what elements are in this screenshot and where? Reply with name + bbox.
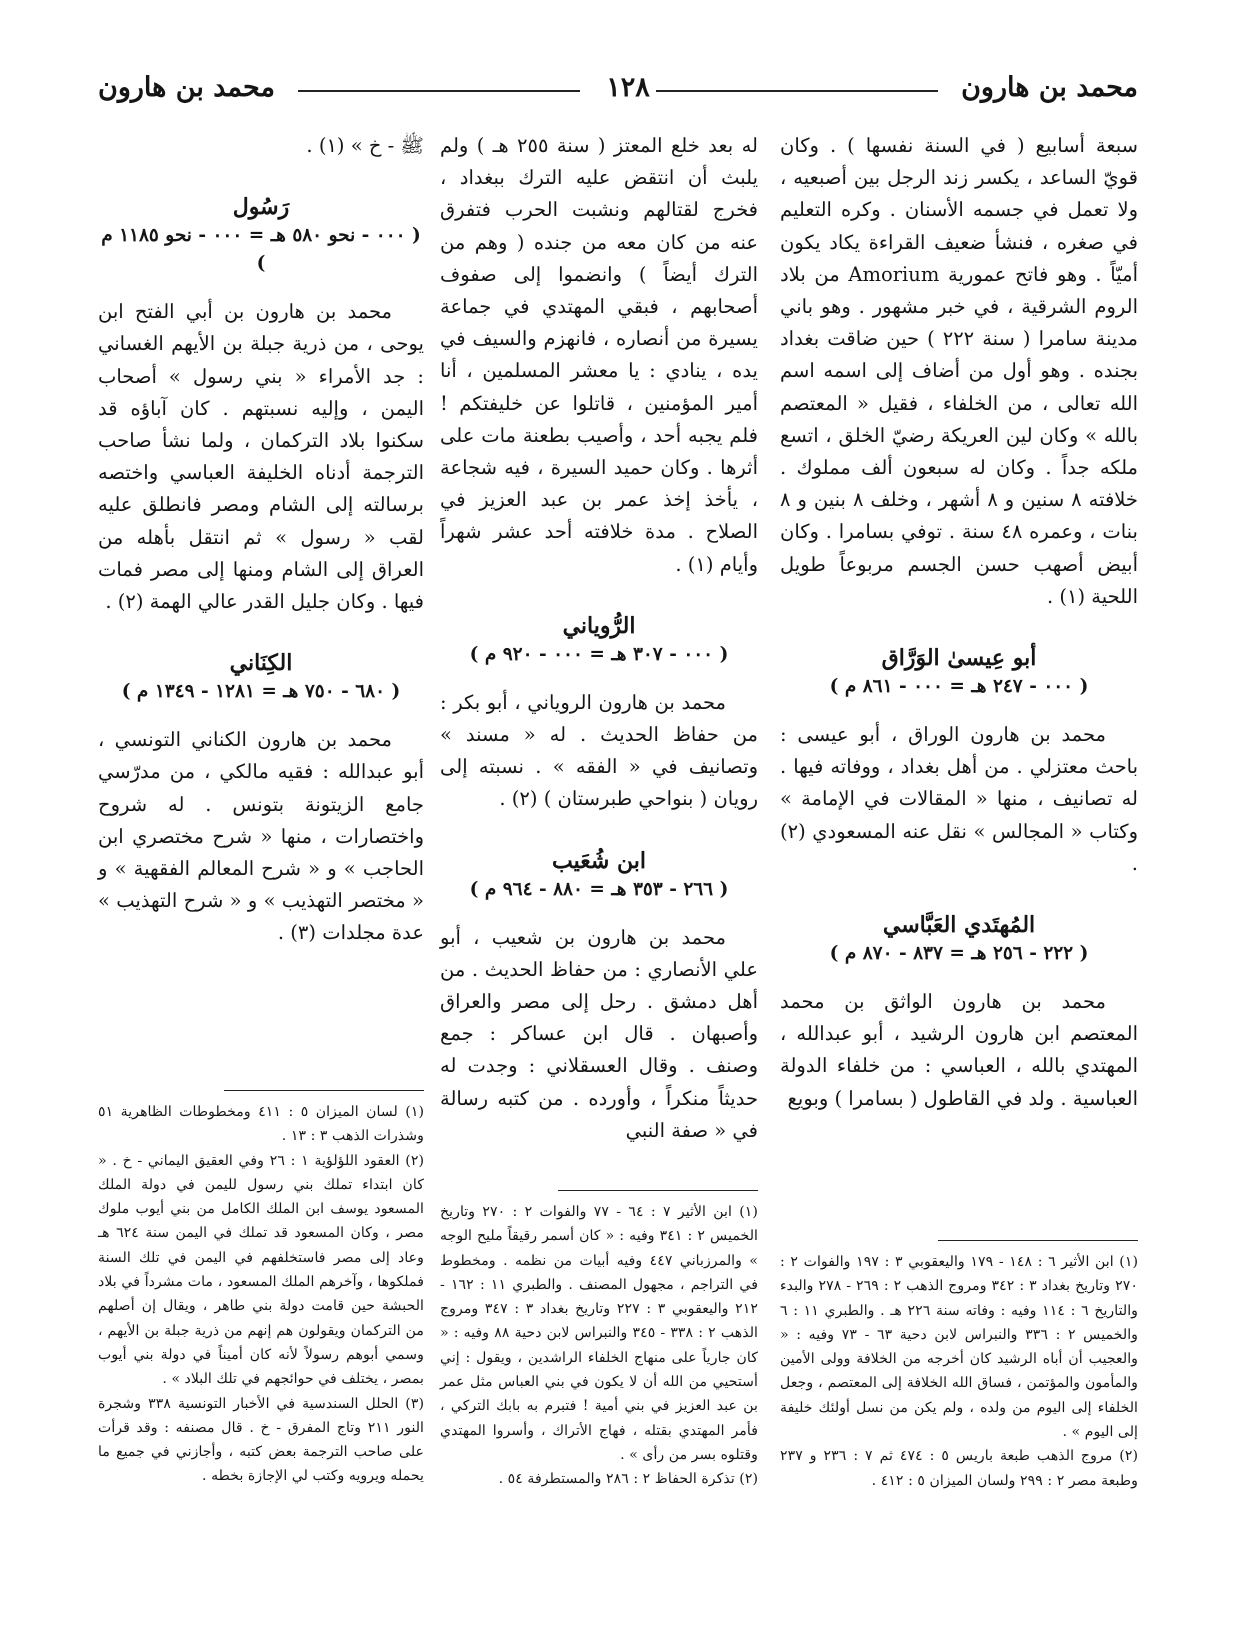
- column-middle: [440, 130, 758, 1147]
- entry-dates: ( ٠٠٠ - نحو ٥٨٠ هـ = ٠٠٠ - نحو ١١٨٥ م ): [101, 225, 421, 275]
- entry-title: أبو عِيسىٰ الوَرَّاق: [881, 645, 1037, 672]
- entry-continuation: سبعة أسابيع ( في السنة نفسها ) . وكان قويّ الساعد ، يكسر زند الرجل بين أصبعيه ، ولا تعمل في جسمه الأسنان . وكره التعليم في صغره ، فنشأ ضعيف القراءة يكاد يكون أميّاً . وهو فاتح عمورية Amorium من بلاد الروم الشرقية ، في خبر مشهور . وهو باني مدينة سامرا ( سنة ٢٢٢ ) حين ضاقت بغداد بجنده . وهو أول من أضاف إلى اسمه اسم الله تعالى ، من الخلفاء ، فقيل « المعتصم بالله » وكان لين العريكة رضيّ الخلق ، اتسع ملكه جداً . وكان له سبعون ألف مملوك . خلافته ٨ سنين و ٨ أشهر ، وخلف ٨ بنين و ٨ بنات ، وعمره ٤٨ سنة . توفي بسامرا . وكان أبيض أصهب حسن الجسم مربوعاً طويل اللحية (١) .: [780, 134, 1138, 608]
- column-right: [780, 130, 1138, 1115]
- header-title-left: محمد بن هارون: [98, 72, 275, 103]
- footnote-rule-left: [224, 1090, 424, 1091]
- footnotes-middle: [440, 1200, 758, 1492]
- footnotes-left: [98, 1100, 424, 1489]
- header-title-right: محمد بن هارون: [961, 72, 1138, 103]
- column-left: [98, 130, 424, 950]
- footnotes-right: [780, 1250, 1138, 1493]
- entry-title: المُهتَدي العَبَّاسي: [882, 912, 1036, 939]
- entry-dates: ( ٠٠٠ - ٢٤٧ هـ = ٠٠٠ - ٨٦١ م ): [829, 676, 1089, 698]
- footnote: (١) لسان الميزان ٥ : ٤١١ ومخطوطات الظاهرية ٥١ وشذرات الذهب ٣ : ١٣ .: [98, 1104, 424, 1145]
- entry-body: محمد بن هارون الروياني ، أبو بكر : من حفاظ الحديث . له « مسند » وتصانيف في « الفقه » . نسبته إلى رويان ( بنواحي طبرستان ) (٢) .: [440, 690, 758, 811]
- footnote-rule-middle: [558, 1190, 758, 1191]
- footnote-rule-right: [938, 1240, 1138, 1241]
- footnote: (٢) تذكرة الحفاظ ٢ : ٢٨٦ والمستطرفة ٥٤ .: [498, 1471, 758, 1488]
- entry-title: رَسُول: [232, 194, 290, 221]
- entry-dates: ( ٢٦٦ - ٣٥٣ هـ = ٨٨٠ - ٩٦٤ م ): [469, 878, 729, 900]
- entry-dates: ( ٢٢٢ - ٢٥٦ هـ = ٨٣٧ - ٨٧٠ م ): [829, 943, 1089, 965]
- entry-title: الكِنَاني: [229, 650, 293, 677]
- footnote: (١) ابن الأثير ٦ : ١٤٨ - ١٧٩ واليعقوبي ٣ : ١٩٧ والفوات ٢ : ٢٧٠ وتاريخ بغداد ٣ : ٣٤٢ ومروج الذهب ٢ : ٢٦٩ - ٢٧٨ والبدء والتاريخ ٦ : ١١٤ وفيه : وفاته سنة ٢٢٦ هـ . والطبري ١١ : ٦ والخميس ٢ : ٣٣٦ والنبراس لابن دحية ٦٣ - ٧٣ وفيه : « والعجيب أن أباه الرشيد كان أخرجه من الخلافة وولى الأمين والمأمون والمؤتمن ، فساق الله الخلافة إلى المعتصم ، وجعل الخلفاء إلى اليوم من ولده ، ولم يكن من نسل أولئك خليفة إلى اليوم » .: [780, 1254, 1139, 1441]
- header-rule-right: [656, 90, 938, 92]
- header-rule-left: [298, 90, 580, 92]
- entry-title: ابن شُعَيب: [552, 847, 646, 874]
- entry-body: محمد بن هارون الواثق بن محمد المعتصم ابن هارون الرشيد ، أبو عبدالله ، المهتدي بالله ، العباسي : من خلفاء الدولة العباسية . ولد في القاطول ( بسامرا ) وبويع: [780, 990, 1138, 1110]
- entry-dates: ( ٦٨٠ - ٧٥٠ هـ = ١٢٨١ - ١٣٤٩ م ): [121, 681, 401, 703]
- footnote: (٢) مروج الذهب طبعة باريس ٥ : ٤٧٤ ثم ٧ : ٢٣٦ و ٢٣٧ وطبعة مصر ٢ : ٢٩٩ ولسان الميزان ٥ : ٤١٢ .: [780, 1448, 1138, 1489]
- footnote: (١) ابن الأثير ٧ : ٦٤ - ٧٧ والفوات ٢ : ٢٧٠ وتاريخ الخميس ٢ : ٣٤١ وفيه : « كان أسمر رقيقاً مليح الوجه » والمرزباني ٤٤٧ وفيه أبيات من نظمه . ومخطوط في التراجم ، مجهول المصنف . والطبري ١١ : ١٦٢ - ٢١٢ واليعقوبي ٣ : ٢٢٧ وتاريخ بغداد ٣ : ٣٤٧ ومروج الذهب ٢ : ٣٣٨ - ٣٤٥ والنبراس لابن دحية ٨٨ وفيه : « كان جارياً على منهاج الخلفاء الراشدين ، ويقول : إني أستحيي من الله أن لا يكون في بني العباس مثل عمر بن عبد العزيز في بني أمية ! فتبرم به بابك التركي ، فأمر المهتدي بقتله ، فهاج الأتراك ، وأسروا المهتدي وقتلوه بسر من رأى » .: [440, 1204, 758, 1463]
- entry-continuation: له بعد خلع المعتز ( سنة ٢٥٥ هـ ) ولم يلبث أن انتقض عليه الترك ببغداد ، فخرج لقتالهم ونشبت الحرب فتفرق عنه من كان معه من جنده ( وهم من الترك أيضاً ) وانضموا إلى صفوف أصحابهم ، فبقي المهتدي في جماعة يسيرة من أنصاره ، فانهزم والسيف في يده ، ينادي : يا معشر المسلمين ، أنا أمير المؤمنين ، قاتلوا عن خليفتكم ! فلم يجبه أحد ، وأصيب بطعنة مات على أثرها . وكان حميد السيرة ، فيه شجاعة ، يأخذ إخذ عمر بن عبد العزيز في الصلاح . مدة خلافته أحد عشر شهراً وأيام (١) .: [440, 134, 758, 576]
- entry-continuation: ﷺ - خ » (١) .: [306, 134, 424, 157]
- entry-dates: ( ٠٠٠ - ٣٠٧ هـ = ٠٠٠ - ٩٢٠ م ): [469, 643, 729, 665]
- footnote: (٣) الحلل السندسية في الأخبار التونسية ٣٣٨ وشجرة النور ٢١١ وتاج المفرق - خ . قال مصنفه : وقد قرأت على صاحب الترجمة بعض كتبه ، وأجازني في جميع ما يحمله ويرويه وكتب لي الإجازة بخطه .: [98, 1395, 424, 1485]
- entry-body: محمد بن هارون بن شعيب ، أبو علي الأنصاري : من حفاظ الحديث . من أهل دمشق . رحل إلى مصر والعراق وأصبهان . قال ابن عساكر : جمع وصنف . وقال العسقلاني : وجدت له حديثاً منكراً ، وأورده . من كتبه رسالة في « صفة النبي: [440, 925, 758, 1142]
- entry-title: الرُّوياني: [562, 612, 636, 639]
- entry-body: محمد بن هارون بن أبي الفتح ابن يوحى ، من ذرية جبلة بن الأيهم الغساني : جد الأمراء « بني رسول » أصحاب اليمن ، وإليه نسبتهم . كان آباؤه قد سكنوا بلاد التركمان ، ولما نشأ صاحب الترجمة أدناه الخليفة العباسي واختصه برسالته إلى الشام ومصر فانطلق عليه لقب « رسول » ثم انتقل بأهله من العراق إلى الشام ومنها إلى مصر فمات فيها . وكان جليل القدر عالي الهمة (٢) .: [98, 300, 424, 614]
- footnote: (٢) العقود اللؤلؤية ١ : ٢٦ وفي العقيق اليماني - خ . « كان ابتداء تملك بني رسول لليمن في دولة الملك المسعود يوسف ابن الملك الكامل من بني أيوب ملوك مصر ، وكان المسعود قد تملك في اليمن سنة ٦٢٤ هـ وعاد إلى مصر فاستخلفهم في اليمن في تلك السنة فملكوها ، وآخرهم الملك المسعود ، مات مشرداً في بلاد الحبشة حين قامت دولة بني طاهر ، ويقال إن أصلهم من التركمان ويقولون هم إنهم من ذرية جبلة بن الأيهم ، وسمي أبوهم رسولاً لأنه كان أميناً في دولة بني أيوب بمصر ، يختلف في حوائجهم في تلك البلاد » .: [98, 1152, 424, 1388]
- entry-body: محمد بن هارون الكناني التونسي ، أبو عبدالله : فقيه مالكي ، من مدرّسي جامع الزيتونة بتونس . له شروح واختصارات ، منها « شرح مختصري ابن الحاجب » و « شرح المعالم الفقهية » و « مختصر التهذيب » و « شرح التهذيب » عدة مجلدات (٣) .: [98, 728, 424, 945]
- entry-body: محمد بن هارون الوراق ، أبو عيسى : باحث معتزلي . من أهل بغداد ، ووفاته فيها . له تصانيف ، منها « المقالات في الإمامة » وكتاب « المجالس » نقل عنه المسعودي (٢) .: [780, 723, 1138, 875]
- running-header: [98, 68, 1138, 112]
- page-number: ١٢٨: [606, 72, 650, 103]
